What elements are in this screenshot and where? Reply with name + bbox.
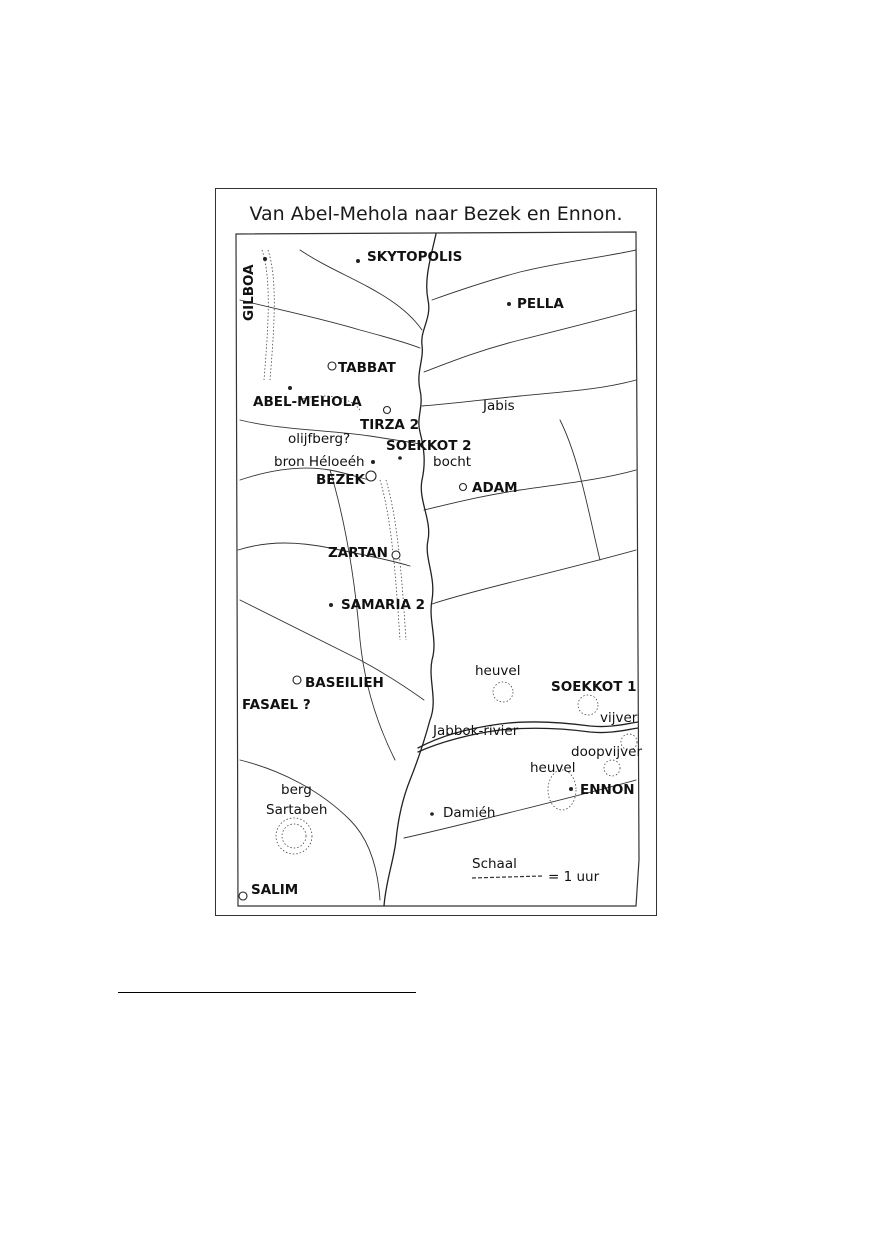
label-samaria2: SAMARIA 2 — [341, 597, 426, 613]
label-tabbat: TABBAT — [338, 360, 396, 376]
footnote-rule — [118, 992, 416, 993]
salim-marker — [239, 892, 247, 900]
damieh-marker — [430, 812, 434, 816]
label-scale: Schaal — [472, 856, 517, 872]
soekkot1-hill — [578, 695, 598, 715]
label-tirza2: TIRZA 2 — [360, 417, 419, 433]
zartan-marker — [392, 551, 400, 559]
scale-bar — [472, 876, 542, 878]
label-soekkot1: SOEKKOT 1 — [551, 679, 637, 695]
label-damieh: Damiéh — [443, 805, 496, 821]
ennon-marker — [569, 787, 573, 791]
bron-marker — [371, 460, 375, 464]
label-sartabeh: Sartabeh — [266, 802, 328, 818]
label-skytopolis: SKYTOPOLIS — [367, 249, 463, 265]
label-pella: PELLA — [517, 296, 564, 312]
label-doopvijver: doopvijver — [571, 744, 642, 760]
sartabeh-mountain — [276, 818, 312, 854]
label-ennon: ENNON — [580, 782, 635, 798]
label-bezek: BEZEK — [316, 472, 365, 488]
label-abel-mehola: ABEL-MEHOLA — [253, 394, 362, 410]
gilboa-marker — [263, 257, 267, 261]
label-bocht: bocht — [433, 454, 472, 470]
label-baseilieh: BASEILIEH — [305, 675, 384, 691]
label-jabis: Jabis — [483, 398, 515, 414]
label-bron: bron Héloeéh — [274, 454, 365, 470]
pella-marker — [507, 302, 511, 306]
label-heuvel-1: heuvel — [475, 663, 521, 679]
label-heuvel-2: heuvel — [530, 760, 576, 776]
label-fasael: FASAEL ? — [242, 697, 311, 713]
tabbat-marker — [328, 362, 336, 370]
label-vijver: vijver — [600, 710, 638, 726]
jordan-river — [384, 234, 436, 906]
soekkot2-marker — [398, 456, 402, 460]
label-jabbok: Jabbok-rivier — [433, 723, 519, 739]
label-zartan: ZARTAN — [328, 545, 388, 561]
label-gilboa: GILBOA — [241, 264, 257, 321]
label-berg: berg — [281, 782, 312, 798]
gilboa-ridge — [262, 250, 268, 380]
doopvijver-pond — [604, 760, 620, 776]
label-olijfberg: olijfberg? — [288, 431, 351, 447]
adam-marker — [460, 484, 467, 491]
label-adam: ADAM — [472, 480, 518, 496]
baseilieh-marker — [293, 676, 301, 684]
label-scale-value: = 1 uur — [548, 869, 600, 885]
tirza2-marker — [384, 407, 391, 414]
abel-mehola-marker — [288, 386, 292, 390]
label-soekkot2: SOEKKOT 2 — [386, 438, 472, 454]
label-salim: SALIM — [251, 882, 299, 898]
skytopolis-marker — [356, 259, 360, 263]
map-title: Van Abel-Mehola naar Bezek en Ennon. — [249, 203, 623, 225]
heuvel-hill-1 — [493, 682, 513, 702]
bezek-marker — [366, 471, 376, 481]
samaria2-marker — [329, 603, 333, 607]
